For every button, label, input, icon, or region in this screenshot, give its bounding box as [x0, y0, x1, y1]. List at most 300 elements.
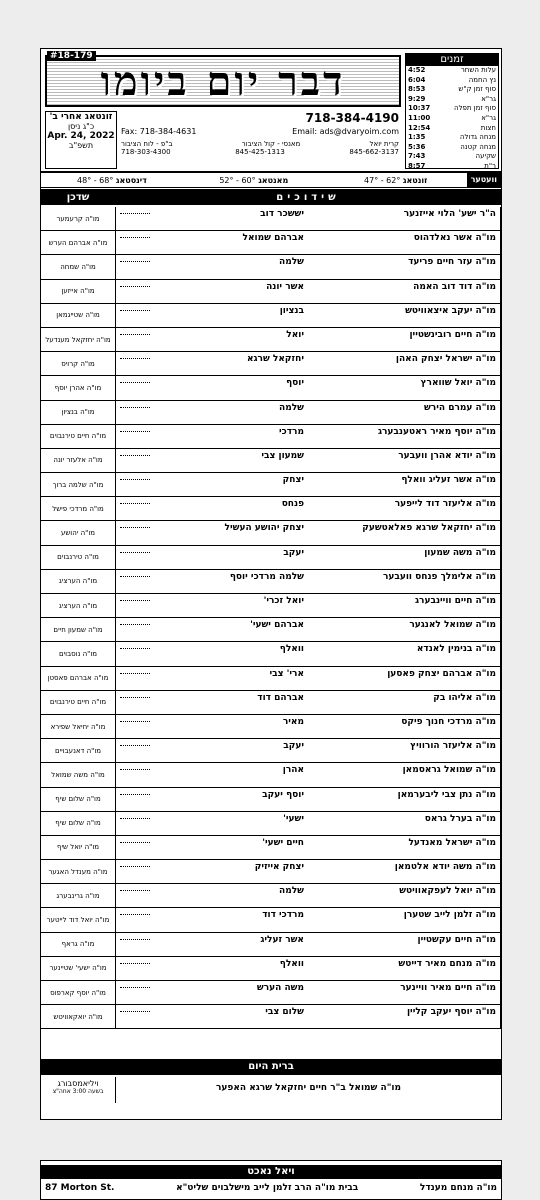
zman-label: חצות [480, 123, 496, 132]
zman-label: נץ החמה [468, 75, 496, 84]
groom-cell [308, 352, 501, 375]
bris-title: ברית היום [41, 1059, 501, 1075]
table-row [41, 473, 501, 497]
bris-location-text: ויליאמסבורג [57, 1079, 99, 1088]
divider [120, 697, 150, 698]
contact-label: קרית יואל [369, 140, 399, 148]
table-row [41, 884, 501, 908]
zmanim-list [406, 66, 498, 172]
table-row [41, 981, 501, 1005]
zman-time: 1:35 [408, 133, 426, 142]
groom-cell [308, 812, 501, 835]
hebrew-year: תשפ"ב [68, 141, 94, 150]
fax: Fax: 718-384-4631 [121, 127, 197, 136]
groom-name: ה"ר ישע' הלוי אייזנער [403, 209, 496, 219]
groom-cell [308, 207, 501, 230]
groom-name: מו"ה יודא אהרן וועבער [398, 450, 496, 461]
bride-name: אברהם דוד [257, 692, 304, 703]
bride-cell [116, 908, 308, 931]
zman-label: סוף זמן תפלה [454, 104, 496, 113]
groom-cell [308, 860, 501, 883]
contact-phone: 845-662-3137 [349, 148, 399, 156]
bride-name: מרדכי [279, 426, 304, 437]
vachnacht-text: בבית מו"ה הרב זלמן לייב מישלבוים שליט"א [176, 1183, 359, 1193]
bride-name: יצחק יהושע העשיל [224, 523, 304, 534]
bride-cell [116, 425, 308, 448]
contact-phone: 845-425-1313 [235, 148, 285, 156]
shadchan-cell: מו"ה אהרן יוסף [41, 376, 116, 399]
groom-cell [308, 1005, 501, 1028]
weather-day-name: דינסטאג [115, 175, 147, 185]
bride-cell [116, 981, 308, 1004]
groom-name: מו"ה יואל לעפקאוויטש [399, 886, 496, 897]
groom-name: מו"ה יוסף מאיר ראטענבערג [377, 426, 496, 437]
header [41, 49, 501, 173]
shidduchim-header: שידוכים [276, 191, 340, 203]
groom-cell [308, 739, 501, 762]
groom-cell [308, 594, 501, 617]
bride-name: בנציון [279, 305, 304, 316]
shadchan-cell: מו"ה חיים טירנבוים [41, 691, 116, 714]
contact-phone: 718-303-4300 [121, 148, 171, 156]
bride-cell [116, 1005, 308, 1028]
table-row [41, 1005, 501, 1029]
groom-name: מו"ה נתן צבי ליבערמאן [397, 789, 496, 800]
bride-name: אשר זעליג [260, 934, 304, 945]
divider [120, 358, 150, 359]
groom-name: מו"ה מנחם מאיר דייטש [398, 958, 496, 969]
zmanim-box [405, 53, 499, 169]
groom-name: מו"ה אליעזר הורוויץ [410, 741, 496, 752]
shadchan-cell: מו"ה נוסבוים [41, 642, 116, 665]
shadchan-cell: מו"ה חיים טירנבוים [41, 425, 116, 448]
groom-name: מו"ה חיים עקשטיין [417, 934, 496, 945]
groom-cell [308, 884, 501, 907]
groom-cell [308, 836, 501, 859]
table-row [41, 255, 501, 279]
table-row [41, 376, 501, 400]
divider [120, 648, 150, 649]
divider [120, 261, 150, 262]
groom-cell [308, 763, 501, 786]
groom-name: מו"ה אברהם יצחק פאסען [387, 668, 496, 679]
weather-day [41, 176, 183, 185]
date-box [45, 111, 117, 169]
groom-cell [308, 788, 501, 811]
groom-name: מו"ה אלימלך פנחס וועבער [382, 571, 496, 582]
divider [120, 527, 150, 528]
groom-cell [308, 401, 501, 424]
groom-name: מו"ה אליהו בק [433, 692, 496, 703]
bride-name: יוסף [286, 378, 304, 389]
groom-cell [308, 570, 501, 593]
groom-name: מו"ה חיים מאיר וויינער [400, 983, 496, 993]
vachnacht-address: 87 Morton St. [45, 1183, 115, 1193]
table-row [41, 231, 501, 255]
shadchan-cell: מו"ה שמעון חיים [41, 618, 116, 641]
bride-cell [116, 860, 308, 883]
zmanim-row [406, 162, 498, 172]
bride-cell [116, 763, 308, 786]
table-row [41, 691, 501, 715]
table-row [41, 449, 501, 473]
divider [120, 794, 150, 795]
weather-day-name: מאנטאג [258, 175, 289, 185]
bride-name: יצחק [282, 475, 304, 486]
divider [120, 745, 150, 746]
groom-cell [308, 473, 501, 496]
zman-time: 8:57 [408, 161, 426, 170]
bride-cell [116, 207, 308, 230]
bride-name: חיים ישעי' [262, 837, 304, 848]
contact-labels [121, 140, 399, 148]
bride-cell [116, 546, 308, 569]
groom-cell [308, 957, 501, 980]
weather-day-name: זונטאג [402, 175, 428, 185]
table-row [41, 594, 501, 618]
divider [120, 479, 150, 480]
divider [120, 237, 150, 238]
table-row [41, 304, 501, 328]
shadchan-cell: מו"ה הערציג [41, 594, 116, 617]
zmanim-row [406, 124, 498, 134]
zman-label: מנחה קטנה [460, 142, 496, 151]
zman-label: מנחה גדולה [459, 133, 496, 142]
divider [120, 286, 150, 287]
bride-name: אברהם ישעי' [250, 620, 304, 631]
shadchan-cell: מו"ה שמחה [41, 255, 116, 278]
bride-name: שלמה [279, 886, 304, 897]
divider [120, 503, 150, 504]
zman-time: 12:54 [408, 123, 431, 132]
zman-time: 8:53 [408, 85, 426, 94]
weather-day [183, 176, 325, 185]
bride-cell [116, 304, 308, 327]
bride-name: יוסף יעקב [262, 789, 304, 800]
email: Email: ads@dvaryoim.com [292, 127, 399, 136]
shadchan-cell: מו"ה מרדכי פישל [41, 497, 116, 520]
bride-cell [116, 449, 308, 472]
bride-cell [116, 497, 308, 520]
shadchan-cell: מו"ה ישעי' שטיינער [41, 957, 116, 980]
table-row [41, 933, 501, 957]
bride-name: שלום צבי [265, 1007, 304, 1018]
zmanim-row [406, 85, 498, 95]
shadchan-cell: מו"ה יואל שיף [41, 836, 116, 859]
contact-info [121, 111, 399, 167]
bride-name: משה הערש [256, 983, 304, 993]
divider [120, 866, 150, 867]
table-row [41, 763, 501, 787]
table-row [41, 788, 501, 812]
shadchan-cell: מו"ה דאנעבויים [41, 739, 116, 762]
bride-name: מרדכי דוד [262, 910, 304, 921]
contact-phones [121, 148, 399, 156]
groom-cell [308, 328, 501, 351]
shadchan-cell: מו"ה יוסף קארפוס [41, 981, 116, 1004]
bride-cell [116, 715, 308, 738]
groom-name: מו"ה עמרם הירש [423, 402, 496, 413]
zman-label: גר"א [481, 113, 496, 122]
table-row [41, 642, 501, 666]
contact-label: ב"פ - לוח הציבור [121, 140, 173, 148]
shadchan-header: שדכן [66, 191, 90, 203]
shadchan-cell: מו"ה שלום שיף [41, 788, 116, 811]
bride-name: יעקב [283, 741, 304, 752]
groom-cell [308, 449, 501, 472]
shadchan-cell: מו"ה שלום שיף [41, 812, 116, 835]
shadchan-cell: מו"ה יחיאל שפירא [41, 715, 116, 738]
groom-cell [308, 546, 501, 569]
shadchan-cell: מו"ה מענדל האגער [41, 860, 116, 883]
table-row [41, 425, 501, 449]
bride-name: שלמה מרדכי יוסף [229, 571, 304, 582]
groom-name: מו"ה אשר זעליג וואלף [401, 475, 496, 486]
zmanim-title: זמנים [406, 54, 498, 66]
divider [120, 1011, 150, 1012]
bride-name: אברהם שמואל [242, 233, 304, 244]
table-row [41, 836, 501, 860]
shadchan-cell: מו"ה שלמה ברוך [41, 473, 116, 496]
bride-cell [116, 667, 308, 690]
divider [120, 310, 150, 311]
shadchan-cell: מו"ה אלעזר יונה [41, 449, 116, 472]
bride-name: אשר יונה [266, 281, 304, 292]
divider [120, 818, 150, 819]
zmanim-row [406, 114, 498, 124]
shadchan-cell: מו"ה קרעמער [41, 207, 116, 230]
groom-name: מו"ה יעקב איצאוויטש [405, 305, 496, 316]
groom-cell [308, 691, 501, 714]
table-row [41, 352, 501, 376]
zmanim-row [406, 104, 498, 114]
divider [120, 987, 150, 988]
bride-cell [116, 473, 308, 496]
table-row [41, 812, 501, 836]
groom-name: מו"ה משה יודא אלטמאן [394, 862, 496, 873]
groom-name: מו"ה בנימין לאנדא [416, 644, 496, 655]
newsletter-page [40, 48, 502, 1120]
divider [120, 914, 150, 915]
bride-name: יששכר דוב [260, 209, 304, 219]
divider [120, 673, 150, 674]
bride-name: שלמה [279, 257, 304, 268]
bride-name: יואל זכרי' [263, 596, 304, 606]
zman-time: 11:00 [408, 113, 431, 122]
table-row [41, 739, 501, 763]
zman-label: סוף זמן ק"ש [458, 85, 496, 94]
weather-temp: 52° - 60° [219, 175, 256, 185]
table-row [41, 521, 501, 545]
groom-cell [308, 667, 501, 690]
groom-cell [308, 981, 501, 1004]
divider [120, 576, 150, 577]
hebrew-date-day: זונטאג אחרי ב' [49, 112, 113, 122]
table-row [41, 570, 501, 594]
zman-label: שקיעה [475, 152, 496, 161]
bride-cell [116, 957, 308, 980]
groom-cell [308, 521, 501, 544]
bride-cell [116, 788, 308, 811]
shadchan-cell: מו"ה יואקאוויטש [41, 1005, 116, 1028]
divider [120, 890, 150, 891]
shadchan-cell: מו"ה יואל דוד לייטער [41, 908, 116, 931]
logo [45, 55, 401, 107]
shadchan-cell: מו"ה גראף [41, 933, 116, 956]
groom-name: מו"ה מרדכי חנוך פיקס [401, 716, 496, 727]
zman-time: 6:04 [408, 75, 426, 84]
groom-name: מו"ה יואל שווארץ [420, 378, 496, 389]
shadchan-cell: מו"ה בנציון [41, 401, 116, 424]
bride-cell [116, 691, 308, 714]
groom-cell [308, 304, 501, 327]
bride-cell [116, 521, 308, 544]
divider [120, 624, 150, 625]
groom-name: מו"ה שמואל לאנגער [409, 620, 496, 631]
groom-cell [308, 255, 501, 278]
zman-time: 10:37 [408, 104, 431, 113]
table-row [41, 401, 501, 425]
bride-name: שלמה [279, 402, 304, 413]
bride-name: יצחק אייזיק [254, 862, 304, 873]
shadchan-cell: מו"ה קרויס [41, 352, 116, 375]
english-date: Apr. 24, 2022 [47, 131, 115, 141]
groom-name: מו"ה אשר נאלדהוס [413, 233, 496, 244]
groom-cell [308, 280, 501, 303]
zman-label: עלות השחר [460, 66, 496, 74]
zmanim-row [406, 133, 498, 143]
table-row [41, 957, 501, 981]
bride-cell [116, 812, 308, 835]
table-row [41, 908, 501, 932]
groom-name: מו"ה זלמן לייב שטערן [403, 910, 496, 921]
shadchan-cell: מו"ה שטייגמאן [41, 304, 116, 327]
hebrew-date: כ"ג ניסן [67, 122, 95, 131]
weather-day [325, 176, 467, 185]
divider [120, 334, 150, 335]
shidduchim-table [41, 207, 501, 1029]
table-row [41, 328, 501, 352]
divider [120, 455, 150, 456]
bride-cell [116, 836, 308, 859]
divider [120, 963, 150, 964]
bride-name: אהרן [282, 765, 304, 776]
next-page-preview [40, 1160, 502, 1200]
groom-cell [308, 376, 501, 399]
divider [120, 721, 150, 722]
shadchan-cell: מו"ה יחזקאל מענדעל [41, 328, 116, 351]
divider [120, 407, 150, 408]
zman-time: 5:36 [408, 142, 426, 151]
groom-name: מו"ה דוד דוב האמה [413, 281, 496, 292]
groom-name: מו"ה משה שמעון [424, 547, 496, 558]
zmanim-row [406, 76, 498, 86]
bride-cell [116, 933, 308, 956]
groom-name: מו"ה אליעזר דוד לייפער [394, 499, 496, 510]
vachnacht-title: ויאל נאכט [41, 1165, 501, 1179]
bris-name: מו"ה שמואל ב"ר חיים יחזקאל שרגא האפער [216, 1083, 401, 1093]
bride-cell [116, 594, 308, 617]
zmanim-row [406, 143, 498, 153]
logo-text: דבר יום ביומו [100, 57, 346, 105]
groom-name: מו"ה ישראל יצחק האהן [395, 354, 496, 365]
bride-cell [116, 739, 308, 762]
bride-cell [116, 618, 308, 641]
groom-name: מו"ה בערל גראס [424, 813, 496, 824]
bride-name: יחזקאל שרגא [246, 354, 304, 365]
shadchan-cell: מו"ה אברהם הערש [41, 231, 116, 254]
table-row [41, 546, 501, 570]
table-row [41, 497, 501, 521]
zmanim-row [406, 95, 498, 105]
shadchan-cell: מו"ה הערציג [41, 570, 116, 593]
weather-label: וועטער [467, 173, 501, 187]
weather-temp: 47° - 62° [364, 175, 401, 185]
table-row [41, 207, 501, 231]
bride-name: יואל [286, 329, 304, 340]
bride-cell [116, 642, 308, 665]
divider [120, 600, 150, 601]
zman-time: 9:29 [408, 94, 426, 103]
bride-cell [116, 328, 308, 351]
vachnacht-name: מו"ה מנחם מענדל [419, 1183, 497, 1193]
groom-name: מו"ה ישראל מאנדעל [408, 837, 496, 848]
groom-name: מו"ה יחזקאל שרגא פאלאטשעק [362, 523, 496, 534]
table-row [41, 618, 501, 642]
shadchan-cell: מו"ה משה שמואל [41, 763, 116, 786]
zmanim-row [406, 66, 498, 76]
divider [120, 382, 150, 383]
groom-cell [308, 642, 501, 665]
issue-number: #18-179 [47, 51, 96, 61]
groom-name: מו"ה חיים רובינשטיין [409, 329, 496, 340]
groom-cell [308, 425, 501, 448]
weather-temp: 48° - 68° [77, 175, 114, 185]
bris-row [41, 1077, 501, 1103]
bride-cell [116, 401, 308, 424]
bride-name: וואלף [279, 644, 304, 655]
bris-location [41, 1077, 116, 1103]
contact-label: מאנסי - קול הציבור [241, 140, 301, 148]
divider [120, 552, 150, 553]
groom-name: מו"ה שמואל גראסמאן [402, 765, 496, 776]
groom-cell [308, 908, 501, 931]
shadchan-cell: מו"ה אברהם פאסטן [41, 667, 116, 690]
shadchan-cell: מו"ה יהושע [41, 521, 116, 544]
shadchan-cell: מו"ה גרינבערג [41, 884, 116, 907]
bride-name: מאיר [282, 716, 304, 727]
zman-label: גר"א [481, 94, 496, 103]
divider [120, 769, 150, 770]
bride-cell [116, 255, 308, 278]
divider [120, 213, 150, 214]
groom-cell [308, 618, 501, 641]
table-row [41, 860, 501, 884]
groom-cell [308, 231, 501, 254]
divider [120, 939, 150, 940]
divider [120, 842, 150, 843]
bride-cell [116, 231, 308, 254]
bride-name: ישעי' [283, 813, 304, 824]
divider [120, 431, 150, 432]
bride-cell [116, 352, 308, 375]
groom-cell [308, 497, 501, 520]
column-headers [41, 189, 501, 205]
shadchan-cell: מו"ה אייזען [41, 280, 116, 303]
groom-name: מו"ה יוסף יעקב קליין [406, 1007, 496, 1018]
main-phone: 718-384-4190 [305, 111, 399, 125]
weather-bar [41, 173, 501, 188]
